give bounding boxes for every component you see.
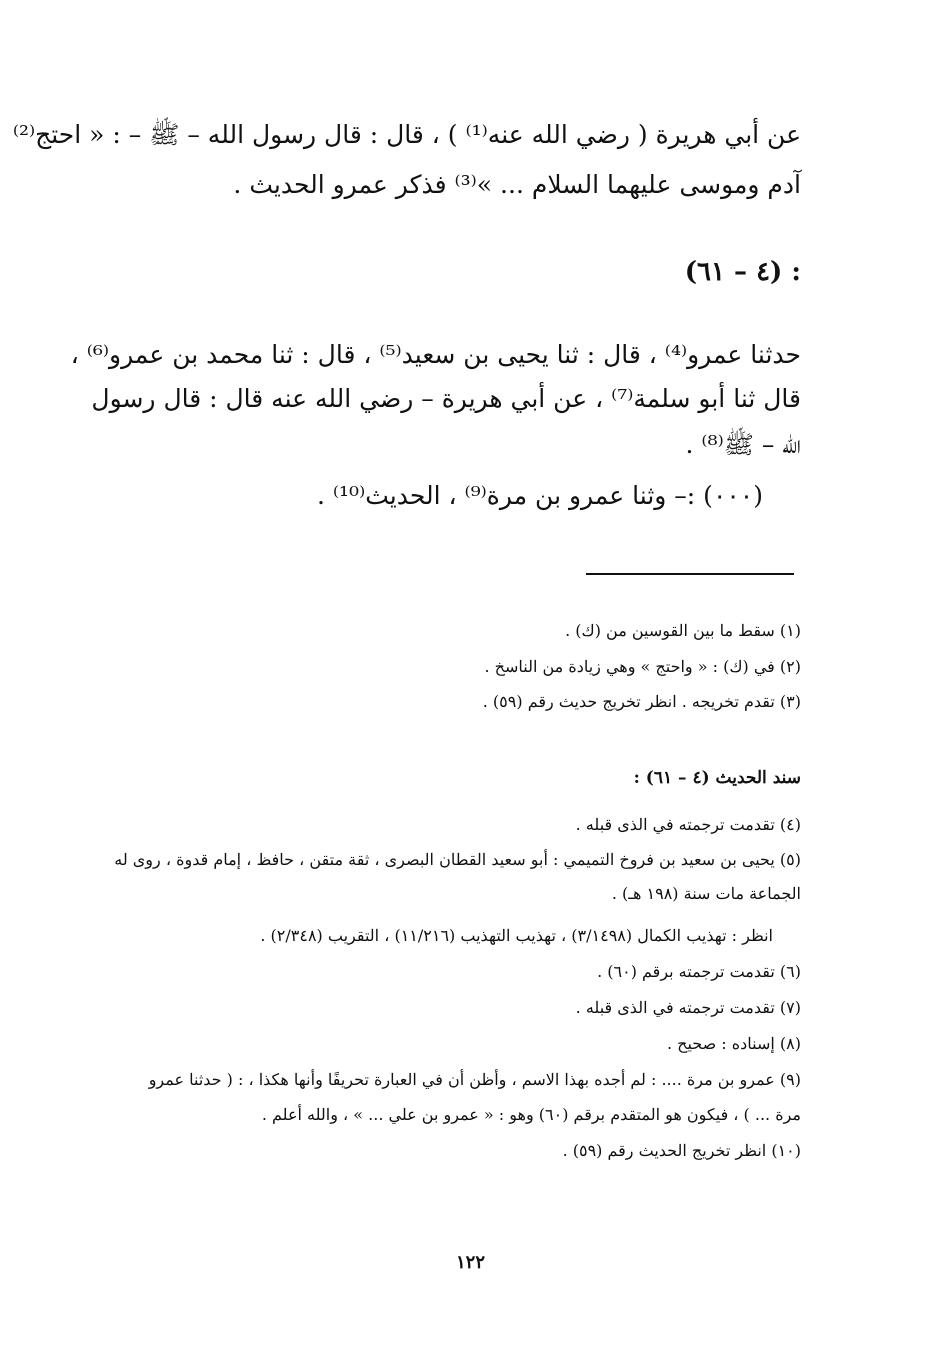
footnote-4: (٤) تقدمت ترجمته في الذى قبله . (575, 815, 801, 834)
section-heading: (٤ – ٦١) : (684, 257, 801, 287)
footnote-8: (٨) إسناده : صحيح . (666, 1034, 801, 1053)
main-text-line-1: عن أبي هريرة ( رضي الله عنه⁽¹⁾ ) ، قال : قال رسول الله – ﷺ – : « احتج⁽²⁾ (12, 120, 801, 149)
main-text-line-4: قال ثنا أبو سلمة⁽⁷⁾ ، عن أبي هريرة – رضي الله عنه قال : قال رسول (91, 384, 801, 413)
footnote-5-line-2: الجماعة مات سنة (١٩٨ هـ) . (611, 884, 801, 903)
footnote-6: (٦) تقدمت ترجمته برقم (٦٠) . (597, 962, 801, 981)
footnote-5-reference: انظر : تهذيب الكمال (٣/١٤٩٨) ، تهذيب التهذيب (١١/٢١٦) ، التقريب (٢/٣٤٨) . (260, 926, 773, 945)
footnote-9-line-1: (٩) عمرو بن مرة .... : لم أجده بهذا الاسم ، وأظن أن في العبارة تحريفًا وأنها هكذا ، : ( حدثنا عمرو (148, 1070, 801, 1089)
footnote-10: (١٠) انظر تخريج الحديث رقم (٥٩) . (562, 1141, 801, 1160)
main-text-line-2: آدم وموسى عليهما السلام ... »⁽³⁾ فذكر عمرو الحديث . (233, 170, 801, 199)
footnote-1: (١) سقط ما بين القوسين من (ك) . (565, 621, 801, 640)
main-text-line-3: حدثنا عمرو⁽⁴⁾ ، قال : ثنا يحيى بن سعيد⁽⁵⁾ ، قال : ثنا محمد بن عمرو⁽⁶⁾ ، (70, 340, 801, 369)
footnote-3: (٣) تقدم تخريجه . انظر تخريج حديث رقم (٥٩) . (482, 692, 801, 711)
footnote-separator (586, 573, 794, 575)
footnote-7: (٧) تقدمت ترجمته في الذى قبله . (575, 998, 801, 1017)
footnote-2: (٢) في (ك) : « واحتج » وهي زيادة من الناسخ . (484, 657, 801, 676)
footnote-section-heading: سند الحديث (٤ – ٦١) : (633, 768, 801, 788)
page-number: ١٢٢ (455, 1252, 485, 1273)
main-text-line-6: (٠٠٠) :– وثنا عمرو بن مرة⁽⁹⁾ ، الحديث⁽¹⁰⁾ . (316, 481, 763, 510)
footnote-9-line-2: مرة ... ) ، فيكون هو المتقدم برقم (٦٠) وهو : « عمرو بن علي ... » ، والله أعلم . (261, 1105, 801, 1124)
main-text-line-5: الله – ﷺ⁽⁸⁾ . (685, 430, 801, 459)
footnote-5-line-1: (٥) يحيى بن سعيد بن فروخ التميمي : أبو سعيد القطان البصرى ، ثقة متقن ، حافظ ، إمام قدوة ، روى له (114, 850, 801, 869)
